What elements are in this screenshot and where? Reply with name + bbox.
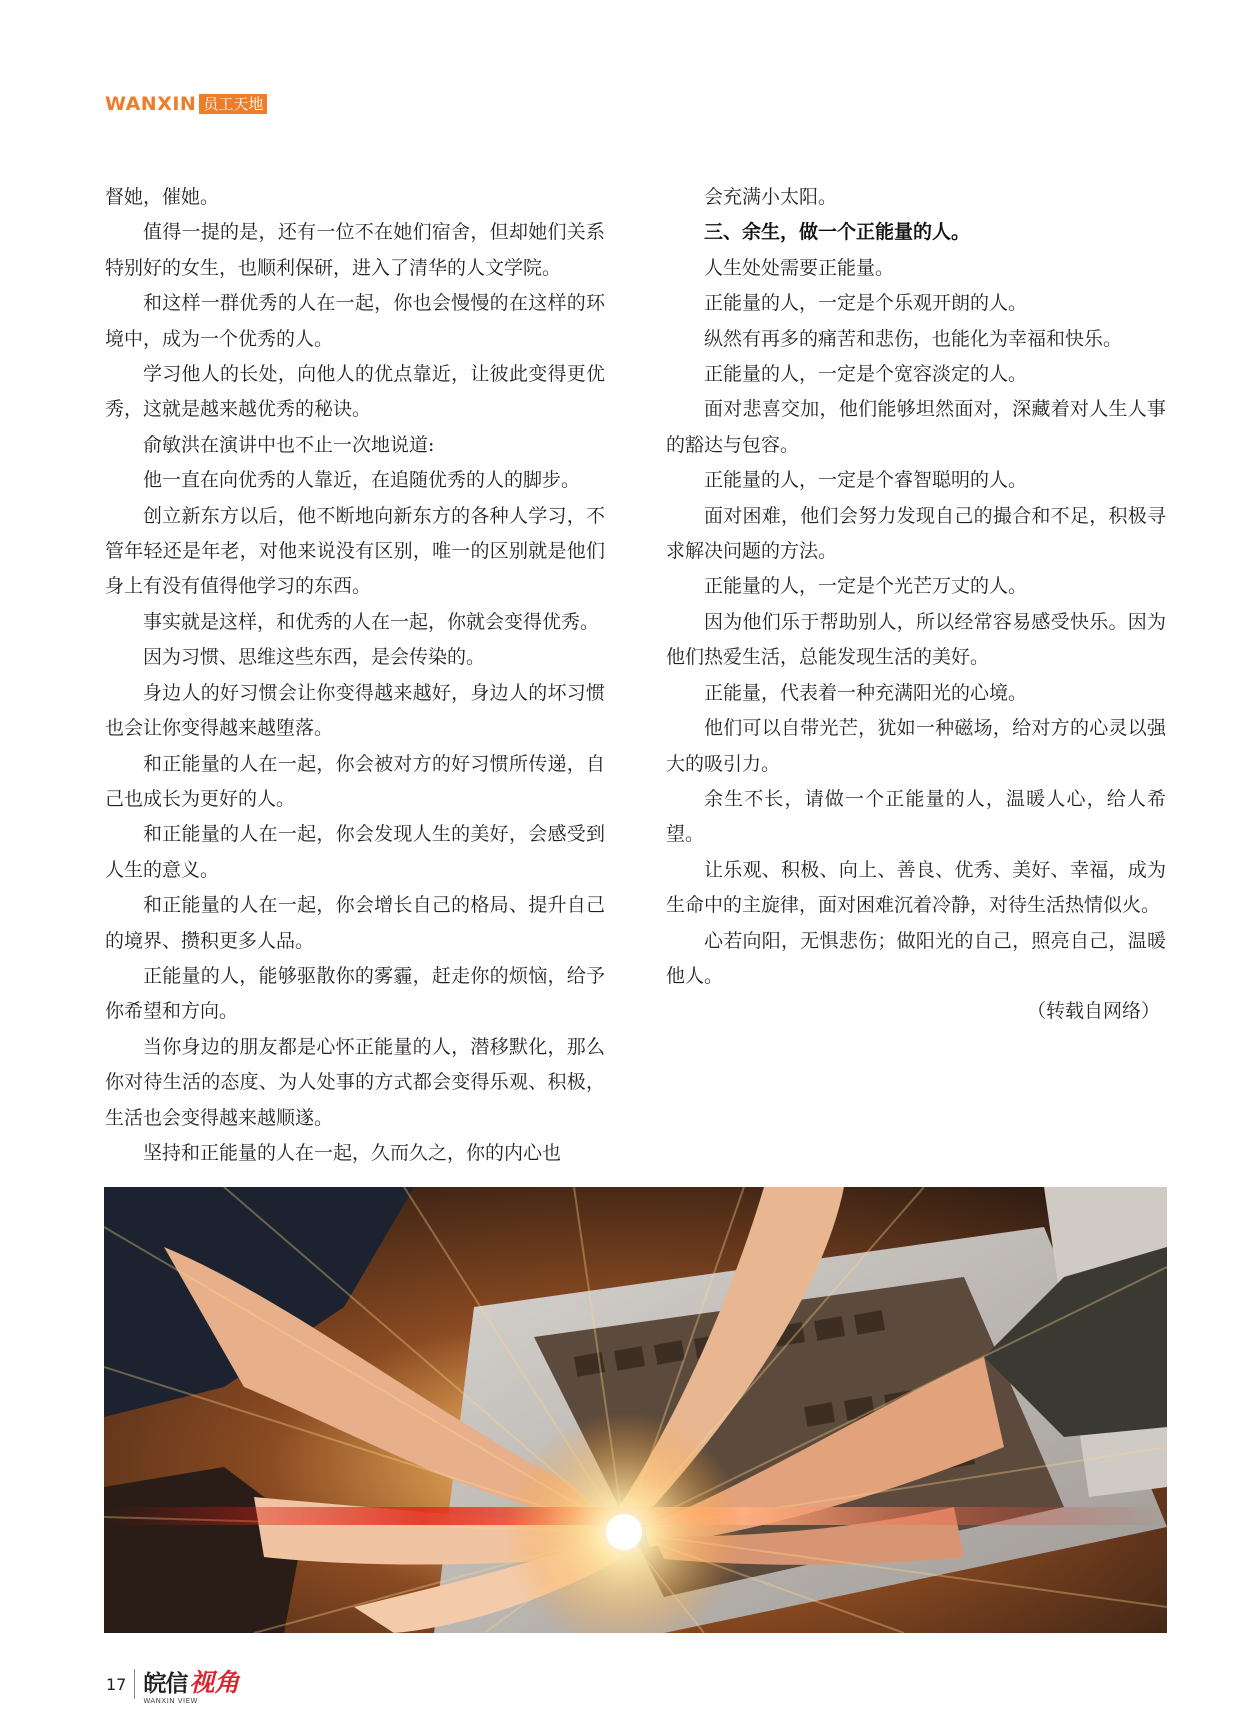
left-column xyxy=(105,180,605,1171)
section-heading: 三、余生，做一个正能量的人。 xyxy=(704,221,971,244)
magazine-logo xyxy=(143,1663,239,1705)
left-paragraph: 当你身边的朋友都是心怀正能量的人，潜移默化，那么你对待生活的态度、为人处事的方式都会变得乐观、积极，生活也会变得越来越顺遂。 xyxy=(105,1035,605,1129)
left-paragraph: 正能量的人，能够驱散你的雾霾，赶走你的烦恼，给予你希望和方向。 xyxy=(105,964,605,1023)
right-paragraph: 正能量的人，一定是个光芒万丈的人。 xyxy=(704,575,1028,598)
source-note: （转载自网络） xyxy=(1026,1000,1160,1023)
right-paragraph: 面对困难，他们会努力发现自己的撮合和不足，积极寻求解决问题的方法。 xyxy=(666,504,1166,563)
left-paragraph: 和这样一群优秀的人在一起，你也会慢慢的在这样的环境中，成为一个优秀的人。 xyxy=(105,292,605,350)
left-paragraph: 创立新东方以后，他不断地向新东方的各种人学习，不管年轻还是年老，对他来说没有区别，唯一的区别就是他们身上有没有值得他学习的东西。 xyxy=(105,504,605,598)
left-paragraph: 俞敏洪在演讲中也不止一次地说道: xyxy=(143,433,435,456)
left-paragraph: 督她，催她。 xyxy=(105,186,220,208)
photo-illustration xyxy=(104,1187,1167,1633)
magazine-view: 视角 xyxy=(189,1668,240,1697)
right-paragraphs xyxy=(666,251,1166,995)
right-paragraph: 正能量的人，一定是个乐观开朗的人。 xyxy=(704,292,1028,315)
left-paragraph: 值得一提的是，还有一位不在她们宿舍，但却她们关系特别好的女生，也顺利保研，进入了清华的人文学院。 xyxy=(105,221,605,279)
right-paragraph: 正能量的人，一定是个睿智聪明的人。 xyxy=(704,469,1028,492)
left-paragraph: 他一直在向优秀的人靠近，在追随优秀的人的脚步。 xyxy=(143,469,581,492)
page-number: 17 xyxy=(106,1674,127,1694)
right-paragraph: 他们可以自带光芒，犹如一种磁场，给对方的心灵以强大的吸引力。 xyxy=(666,717,1166,775)
right-paragraph: 心若向阳，无惧悲伤；做阳光的自己，照亮自己，温暖他人。 xyxy=(666,929,1166,987)
right-paragraph: 纵然有再多的痛苦和悲伤，也能化为幸福和快乐。 xyxy=(704,327,1123,350)
right-paragraph: 余生不长，请做一个正能量的人，温暖人心，给人希望。 xyxy=(666,787,1166,846)
left-paragraph: 因为习惯、思维这些东西，是会传染的。 xyxy=(143,646,486,669)
left-paragraph: 和正能量的人在一起，你会增长自己的格局、提升自己的境界、攒积更多人品。 xyxy=(105,894,605,952)
right-paragraph: 让乐观、积极、向上、善良、优秀、美好、幸福，成为生命中的主旋律，面对困难沉着冷静，对待生活热情似火。 xyxy=(666,858,1166,917)
page-header xyxy=(105,92,267,116)
left-paragraph: 和正能量的人在一起，你会发现人生的美好，会感受到人生的意义。 xyxy=(105,823,605,881)
magazine-english-name: WANXIN VIEW xyxy=(143,1697,198,1705)
right-paragraph: 面对悲喜交加，他们能够坦然面对，深藏着对人生人事的豁达与包容。 xyxy=(666,398,1166,456)
page-footer xyxy=(106,1660,239,1708)
header-brand: WANXIN xyxy=(105,93,197,115)
right-paragraph: 正能量，代表着一种充满阳光的心境。 xyxy=(704,681,1028,704)
right-column xyxy=(666,180,1166,1030)
magazine-name: 皖信 xyxy=(143,1671,188,1697)
hands-laptop-photo xyxy=(104,1187,1167,1633)
left-paragraph: 坚持和正能量的人在一起，久而久之，你的内心也 xyxy=(143,1141,562,1164)
header-section-tag: 员工天地 xyxy=(199,94,267,114)
left-paragraph: 身边人的好习惯会让你变得越来越好，身边人的坏习惯也会让你变得越来越堕落。 xyxy=(105,681,605,740)
right-paragraph: 正能量的人，一定是个宽容淡定的人。 xyxy=(704,363,1028,386)
right-continuation: 会充满小太阳。 xyxy=(704,186,838,208)
right-paragraph: 因为他们乐于帮助别人，所以经常容易感受快乐。因为他们热爱生活，总能发现生活的美好。 xyxy=(666,610,1166,669)
right-paragraph: 人生处处需要正能量。 xyxy=(704,256,895,279)
footer-divider xyxy=(134,1669,135,1699)
left-paragraph: 和正能量的人在一起，你会被对方的好习惯所传递，自己也成长为更好的人。 xyxy=(105,752,605,810)
left-paragraph: 事实就是这样，和优秀的人在一起，你就会变得优秀。 xyxy=(143,610,600,633)
left-paragraph: 学习他人的长处，向他人的优点靠近，让彼此变得更优秀，这就是越来越优秀的秘诀。 xyxy=(105,363,605,421)
